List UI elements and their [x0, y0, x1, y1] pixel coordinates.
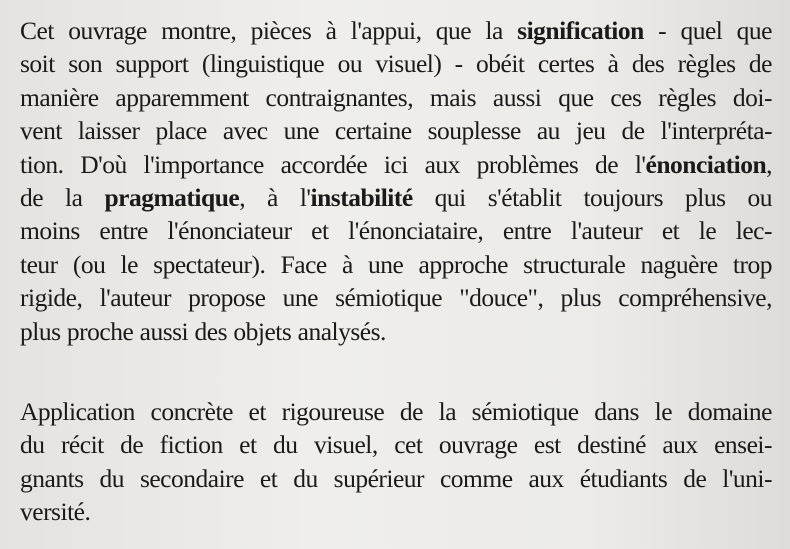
paragraph-1: [20, 14, 772, 348]
text-run: moins entre l'énonciateur et l'énonciataire, entre l'auteur et le lec-: [20, 216, 772, 246]
text-line: [20, 114, 772, 147]
text-run: Cet ouvrage montre, pièces à l'appui, que la: [20, 16, 518, 45]
text-run: qui s'établit toujours plus ou: [412, 183, 773, 213]
text-line: [20, 181, 772, 214]
text-run: teur (ou le spectateur). Face à une approche structurale naguère trop: [20, 249, 772, 279]
text-line: [20, 281, 772, 314]
emphasized-term: signification: [517, 16, 644, 45]
paragraph-2: [20, 395, 772, 529]
text-run: plus proche aussi des objets analysés.: [20, 316, 386, 346]
emphasized-term: pragmatique: [104, 183, 240, 213]
text-run: ,: [766, 149, 772, 179]
text-line: [20, 248, 772, 281]
text-line: [20, 81, 772, 114]
text-run: rigide, l'auteur propose une sémiotique "douce", plus compréhensive,: [20, 283, 772, 313]
text-run: du récit de fiction et du visuel, cet ouvrage est destiné aux ensei-: [20, 430, 772, 460]
text-line: [20, 148, 772, 181]
text-run: de la: [20, 183, 105, 213]
text-line: [20, 495, 772, 528]
text-line: [20, 462, 772, 495]
text-line: [20, 395, 772, 428]
text-run: vent laisser place avec une certaine souplesse au jeu de l'interpréta-: [20, 116, 772, 146]
text-run: soit son support (linguistique ou visuel) - obéit certes à des règles de: [20, 49, 772, 79]
text-line: [20, 14, 772, 47]
text-run: tion. D'où l'importance accordée ici aux problèmes de l': [20, 149, 646, 179]
text-line: [20, 315, 772, 348]
emphasized-term: instabilité: [310, 183, 413, 213]
text-line: [20, 428, 772, 461]
text-run: , à l': [239, 183, 311, 213]
text-run: Application concrète et rigoureuse de la sémiotique dans le domaine: [20, 397, 772, 426]
text-run: versité.: [20, 497, 91, 527]
text-line: [20, 47, 772, 80]
emphasized-term: énonciation: [645, 149, 767, 179]
text-run: manière apparemment contraignantes, mais aussi que ces règles doi-: [20, 82, 772, 112]
text-run: - quel que: [643, 16, 772, 45]
text-run: gnants du secondaire et du supérieur comme aux étudiants de l'uni-: [20, 463, 772, 493]
text-line: [20, 214, 772, 247]
